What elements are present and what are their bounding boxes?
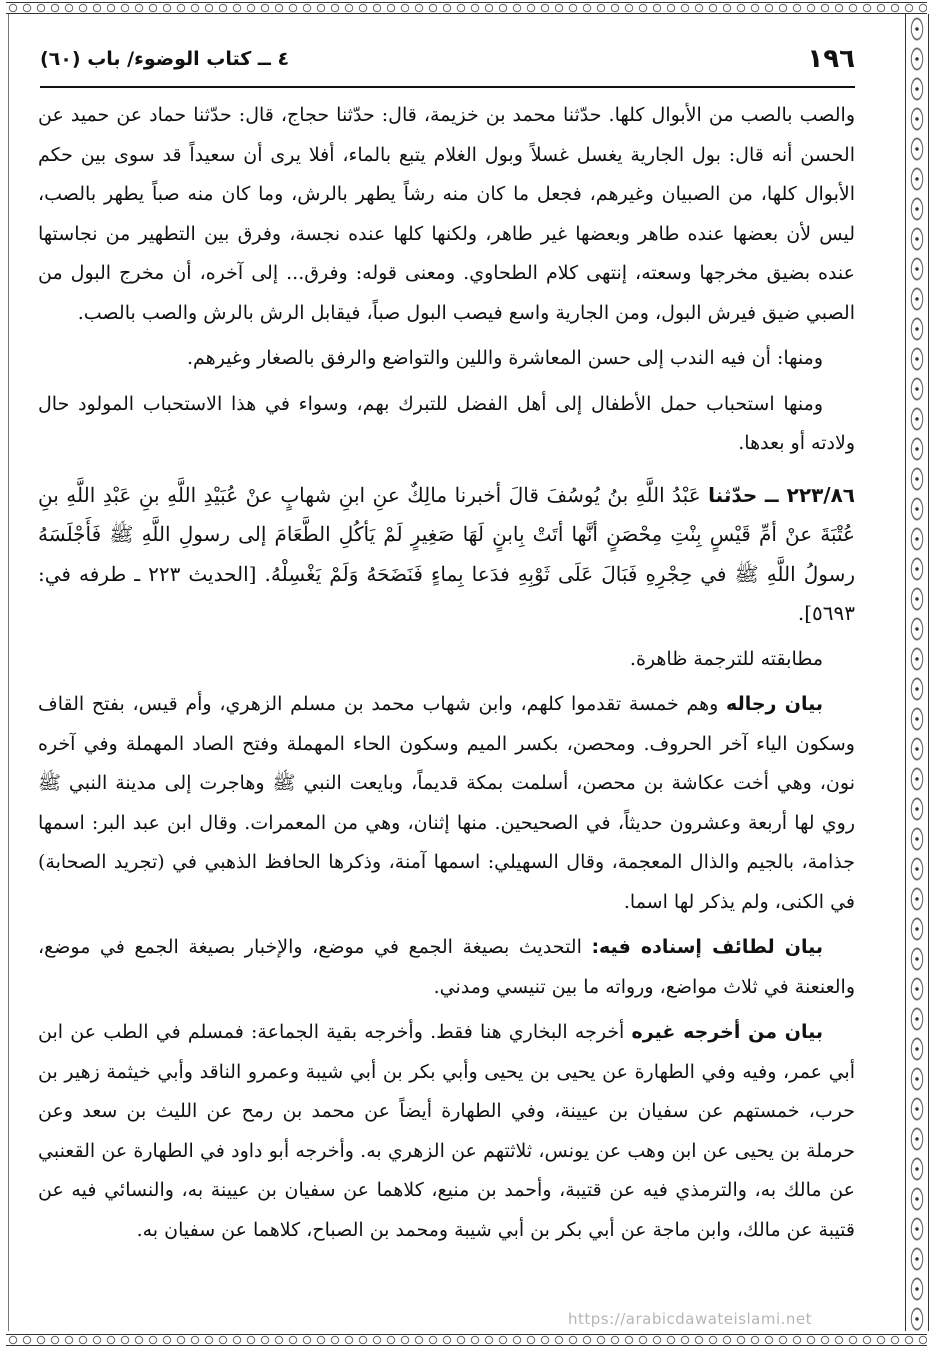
paragraph-benefit-kindness: ومنها: أن فيه الندب إلى حسن المعاشرة واللين والتواضع والرفق بالصغار وغيرهم. <box>187 347 823 369</box>
hadith-body: عَبْدُ اللَّهِ بنُ يُوسُفَ قالَ أخبرنا مالِكٌ عنِ ابنِ شهابٍ عنْ عُبَيْدِ اللَّهِ بنِ عَبْدِ اللَّهِ بنِ عُتْبَةَ عنْ أمِّ قَيْسٍ بِنْتِ مِحْصَنٍ أنَّها أتَتْ بِابنٍ لَهَا صَغِيرٍ لَمْ يَأكُلِ الطَّعَامَ إلى رسولِ اللَّهِ ﷺ فَأَجْلَسَهُ رسولُ اللَّهِ ﷺ في حِجْرِهِ فَبَالَ عَلَى ثَوْبِهِ فدَعا بِماءٍ فَنَضَحَهُ وَلَمْ يَغْسِلْهُ. [الحديث ٢٢٣ ـ طرفه في: ٥٦٩٣]. <box>38 482 856 625</box>
border-left-line <box>8 14 9 1331</box>
section-heading-narrators: بيان رجاله <box>726 693 824 715</box>
watermark-url: https://arabicdawateislami.net <box>568 1310 813 1328</box>
ornamental-border-right <box>905 14 929 1331</box>
hadith-lead: حدّثنا <box>708 482 758 507</box>
paragraph-tahawi-quote: والصب بالصب من الأبوال كلها. حدّثنا محمد بن خزيمة، قال: حدّثنا حجاج، قال: حدّثنا حماد عن حميد عن الحسن أنه قال: بول الجارية يغسل غسلاً وبول الغلام يتبع بالماء، أفلا يرى أن سعيداً قد سوى بين حكم الأبوال كلها، من الصبيان وغيرهم، فجعل ما كان منه رشاً يطهر بالرش، وما كان منه صباً يطهر بالصب، ليس لأن بعضها عنده طاهر وبعضها غير طاهر، ولكنها كلها عنده نجسة، وفرق بين التطهير من نجاستها عنده بضيق مخرجها وسعته، إنتهى كلام الطحاوي. ومعنى قوله: وفرق... إلى آخره، أن مخرج البول من الصبي ضيق فيرش البول، ومن الجارية واسع فيصب البول صباً، فيقابل الرش بالرش والصب بالصب. <box>38 104 855 324</box>
running-title: ٤ ــ كتاب الوضوء/ باب (٦٠) <box>40 48 290 70</box>
section-heading-isnad: بيان لطائف إسناده فيه: <box>591 936 823 958</box>
ornamental-border-bottom <box>6 1334 927 1346</box>
paragraph-correspondence: مطابقته للترجمة ظاهرة. <box>629 647 823 670</box>
page-body <box>38 96 855 1250</box>
narrators-text: وهم خمسة تقدموا كلهم، وابن شهاب محمد بن مسلم الزهري، وأم قيس، بفتح القاف وسكون الياء آخر الحروف. ومحصن، بكسر الميم وسكون الحاء المهملة وفتح الصاد المهملة وفي آخره نون، وهي أخت عكاشة بن محصن، أسلمت بمكة قديماً، وبايعت النبي ﷺ وهاجرت إلى مدينة النبي ﷺ روي لها أربعة وعشرون حديثاً، في الصحيحين. منها إثنان، وهي من المعمرات. وقال ابن عبد البر: اسمها جذامة، بالجيم والذال المعجمة، وقال السهيلي: اسمها آمنة، وذكرها الحافظ الذهبي في (تجريد الصحابة) في الكنى، ولم يذكر لها اسما. <box>38 693 855 913</box>
page-number: ١٩٦ <box>807 44 855 74</box>
paragraph-narrators <box>38 685 855 922</box>
page-header <box>40 44 855 88</box>
hadith-text <box>38 476 855 634</box>
ornamental-border-top <box>6 2 927 14</box>
paragraph-other-narrations <box>38 1013 855 1250</box>
others-text: أخرجه البخاري هنا فقط. وأخرجه بقية الجماعة: فمسلم في الطب عن ابن أبي عمر، وفيه وفي الطهارة عن يحيى بن يحيى وأبي بكر بن أبي شيبة وعمرو الناقد وأبي خيثمة زهير بن حرب، خمستهم عن سفيان بن عيينة، وفي الطهارة أيضاً عن محمد بن رمح عن الليث بن سعد وعن حرملة بن يحيى عن ابن وهب عن يونس، ثلاثتهم عن الزهري به. وأخرجه أبو داود في الطهارة عن القعنبي عن مالك به، والترمذي فيه عن قتيبة، وأحمد بن منيع، كلاهما عن سفيان بن عيينة به، والنسائي فيه عن قتيبة عن مالك، وابن ماجة عن أبي بكر بن أبي شيبة ومحمد بن الصباح، كلاهما عن سفيان به. <box>38 1021 855 1241</box>
hadith-number: ٢٢٣/٨٦ ــ <box>764 482 856 507</box>
section-heading-others: بيان من أخرجه غيره <box>631 1021 823 1043</box>
paragraph-isnad-subtleties <box>38 928 855 1007</box>
isnad-text: التحديث بصيغة الجمع في موضع، والإخبار بصيغة الجمع في موضع، والعنعنة في ثلاث مواضع، ورواته ما بين تنيسي ومدني. <box>38 936 855 998</box>
paragraph-benefit-tabarruk: ومنها استحباب حمل الأطفال إلى أهل الفضل للتبرك بهم، وسواء في هذا الاستحباب المولود حال ولادته أو بعدها. <box>38 392 855 454</box>
